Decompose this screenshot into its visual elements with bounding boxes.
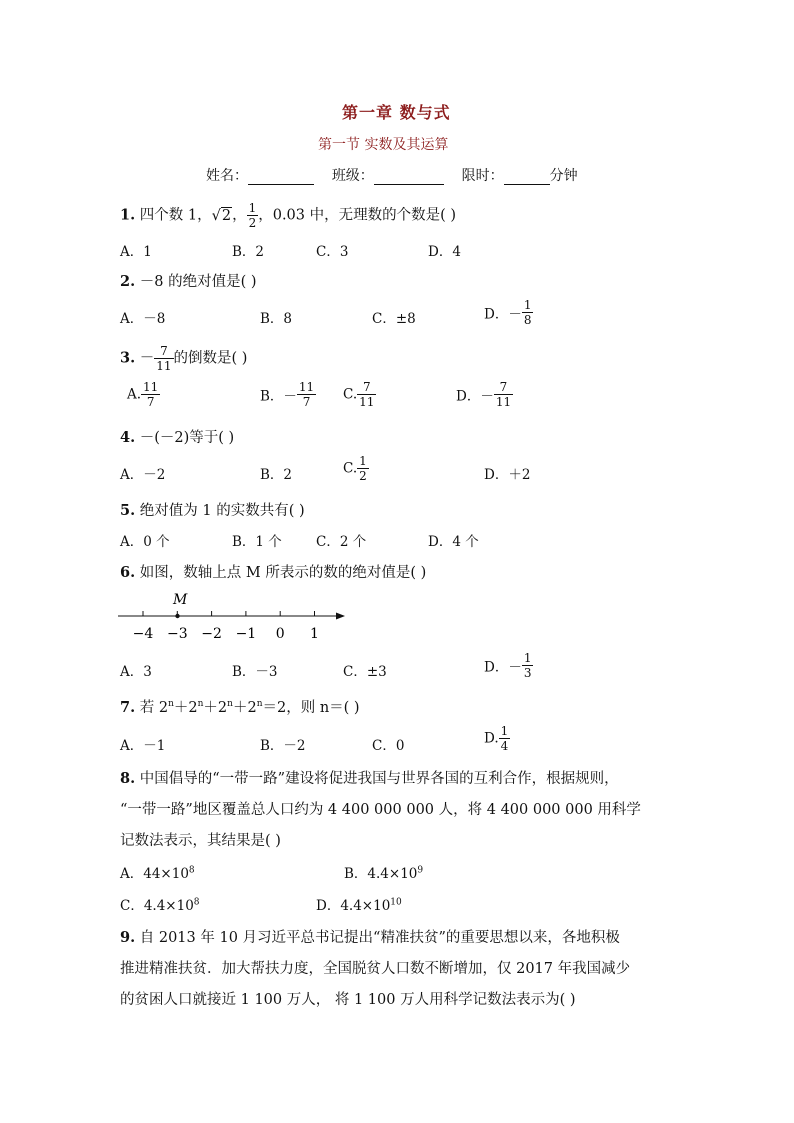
chapter-title: 第一章 数与式 bbox=[342, 103, 451, 122]
minus-sign: － bbox=[139, 350, 155, 367]
tick-label: −3 bbox=[166, 626, 188, 642]
info-line bbox=[206, 165, 578, 185]
fraction: $\frac{7}{11}$ bbox=[359, 380, 375, 409]
option-b[interactable]: B．2 bbox=[232, 244, 265, 260]
fraction: $\frac{7}{11}$ bbox=[495, 380, 512, 409]
minutes-label: 分钟 bbox=[549, 168, 578, 184]
question-text-line1: 自 2013 年 10 月习近平总书记提出“精准扶贫”的重要思想以来，各地积极 bbox=[139, 930, 620, 946]
option-a[interactable]: A．1 bbox=[120, 244, 152, 260]
option-b[interactable]: B．$4.4\times 10^9$ bbox=[344, 865, 424, 882]
tick-label: 1 bbox=[310, 626, 319, 642]
option-c[interactable]: C．±8 bbox=[372, 311, 416, 327]
option-b[interactable]: B．8 bbox=[260, 311, 293, 327]
fraction: $\frac{1}{3}$ bbox=[523, 651, 532, 680]
question-4 bbox=[120, 426, 234, 447]
sqrt-expression: √2 bbox=[211, 207, 232, 224]
name-label: 姓名： bbox=[206, 168, 248, 184]
option-b[interactable]: B．－2 bbox=[260, 738, 306, 754]
option-c[interactable]: C. $\frac{7}{11}$ bbox=[343, 380, 375, 409]
option-b[interactable]: B．2 bbox=[260, 467, 293, 483]
option-b[interactable]: B．－ $\frac{11}{7}$ bbox=[260, 380, 315, 409]
fraction: $\frac{1}{2}$ bbox=[248, 201, 257, 230]
fraction: $\frac{11}{7}$ bbox=[298, 380, 315, 409]
question-text: 绝对值为 1 的实数共有( ) bbox=[139, 503, 305, 519]
question-6 bbox=[120, 561, 426, 582]
option-a[interactable]: A．3 bbox=[120, 664, 152, 680]
question-number: 8. bbox=[120, 770, 136, 787]
option-d[interactable]: D．4 bbox=[428, 244, 461, 260]
option-c[interactable]: C．0 bbox=[372, 738, 405, 754]
fraction: $\frac{11}{7}$ bbox=[143, 380, 159, 409]
question-text: －(－2)等于( ) bbox=[139, 430, 235, 446]
question-text: －8 的绝对值是( ) bbox=[139, 274, 257, 290]
option-d[interactable]: D．－ $\frac{1}{8}$ bbox=[484, 298, 532, 327]
option-a[interactable]: A．$44\times 10^8$ bbox=[120, 865, 195, 882]
question-number: 5. bbox=[120, 502, 136, 519]
question-text-line1: 中国倡导的“一带一路”建设将促进我国与世界各国的互利合作，根据规则， bbox=[139, 771, 619, 787]
point-m bbox=[175, 614, 179, 618]
class-label: 班级： bbox=[331, 168, 374, 184]
question-text: 四个数 1， bbox=[139, 207, 212, 224]
question-1 bbox=[120, 201, 456, 230]
question-number: 4. bbox=[120, 429, 136, 446]
separator: ， bbox=[232, 207, 247, 224]
question-number: 1. bbox=[120, 206, 136, 224]
option-c[interactable]: C．3 bbox=[316, 244, 349, 260]
class-blank[interactable] bbox=[374, 170, 444, 185]
tick-label: −2 bbox=[201, 626, 222, 642]
option-a[interactable]: A．－1 bbox=[120, 738, 166, 754]
question-9 bbox=[120, 926, 620, 947]
tick-label: −1 bbox=[235, 626, 257, 642]
option-b[interactable]: B．1 个 bbox=[232, 534, 282, 550]
option-a[interactable]: A．0 个 bbox=[120, 534, 170, 550]
fraction: $\frac{7}{11}$ bbox=[156, 344, 172, 373]
option-a[interactable]: A．－8 bbox=[120, 311, 166, 327]
option-c[interactable]: C．$4.4\times 10^8$ bbox=[120, 897, 200, 914]
question-text: 如图，数轴上点 M 所表示的数的绝对值是( ) bbox=[139, 565, 427, 581]
question-text-line3: 的贫困人口就接近 1 100 万人， 将 1 100 万人用科学记数法表示为( ) bbox=[120, 992, 576, 1008]
option-a[interactable]: A. $\frac{11}{7}$ bbox=[127, 380, 159, 409]
tick-label: 0 bbox=[275, 626, 285, 642]
question-2 bbox=[120, 270, 257, 291]
option-b[interactable]: B．－3 bbox=[232, 664, 278, 680]
option-c[interactable]: C．±3 bbox=[343, 664, 387, 680]
question-8 bbox=[120, 767, 619, 788]
question-text-line3: 记数法表示，其结果是( ) bbox=[120, 833, 281, 849]
question-number: 7. bbox=[120, 699, 136, 716]
option-c[interactable]: C. $\frac{1}{2}$ bbox=[343, 454, 367, 483]
question-number: 2. bbox=[120, 273, 136, 290]
point-m-label: M bbox=[173, 592, 188, 608]
time-label: 限时： bbox=[461, 168, 504, 184]
number-line-figure bbox=[115, 588, 350, 646]
axis-arrow-icon bbox=[336, 613, 345, 620]
option-d[interactable]: D．－ $\frac{1}{3}$ bbox=[484, 651, 532, 680]
question-number: 6. bbox=[120, 564, 136, 581]
option-d[interactable]: D．$4.4\times 10^{10}$ bbox=[316, 897, 402, 914]
section-title: 第一节 实数及其运算 bbox=[318, 137, 449, 153]
option-a[interactable]: A．－2 bbox=[120, 467, 166, 483]
question-7: 7. 若 $2^n+2^n+2^n+2^n=2$，则 n＝( ) bbox=[120, 699, 360, 716]
option-c[interactable]: C．2 个 bbox=[316, 534, 367, 550]
option-d[interactable]: D．4 个 bbox=[428, 534, 479, 550]
fraction: $\frac{1}{4}$ bbox=[500, 724, 509, 753]
question-text-line2: “一带一路”地区覆盖总人口约为 4 400 000 000 人，将 4 400 000 000 用科学 bbox=[120, 802, 641, 818]
name-blank[interactable] bbox=[248, 170, 314, 185]
question-5 bbox=[120, 499, 305, 520]
tick-label: −4 bbox=[132, 626, 154, 642]
option-d[interactable]: D．－ $\frac{7}{11}$ bbox=[456, 380, 512, 409]
question-text-line2: 推进精准扶贫．加大帮扶力度，全国脱贫人口数不断增加，仅 2017 年我国减少 bbox=[120, 961, 631, 977]
question-3 bbox=[120, 344, 247, 373]
option-d[interactable]: D．＋2 bbox=[484, 467, 531, 483]
question-text: 的倒数是( ) bbox=[173, 350, 248, 367]
fraction: $\frac{1}{2}$ bbox=[359, 454, 367, 483]
option-d[interactable]: D. $\frac{1}{4}$ bbox=[484, 724, 509, 753]
question-number: 3. bbox=[120, 349, 136, 367]
question-number: 9. bbox=[120, 929, 136, 946]
fraction: $\frac{1}{8}$ bbox=[523, 298, 532, 327]
time-blank[interactable] bbox=[504, 170, 550, 185]
question-text-end: ，0.03 中，无理数的个数是( ) bbox=[258, 207, 457, 224]
